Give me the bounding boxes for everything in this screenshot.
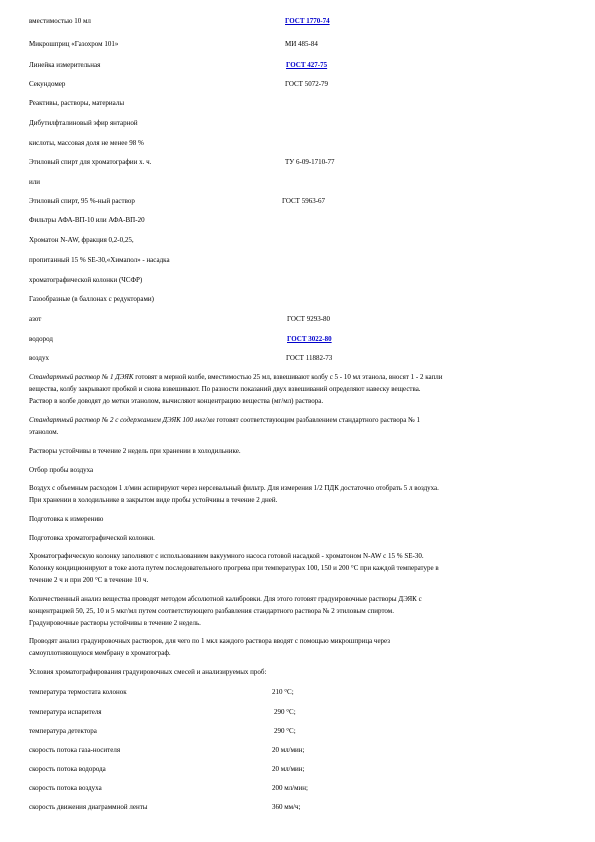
condition-name: скорость потока газа-носителя — [29, 746, 121, 754]
reagent-name: Этиловый спирт для хроматографии х. ч. — [29, 158, 152, 166]
gas-ref: ГОСТ 9293-80 — [287, 315, 331, 323]
calibration-line: Количественный анализ вещества проводят методом абсолютной калибровки. Для этого готовят градуировочные растворы ДЭЯК с — [29, 595, 422, 603]
std1-text: готовят в мерной колбе, вместимостью 25 мл, взвешивают колбу с 5 - 10 мл этанола, вносят 1 - 2 капли — [133, 373, 443, 381]
gas-ref: ГОСТ 11882-73 — [286, 354, 333, 362]
instrument-name: Секундомер — [29, 80, 66, 88]
instrument-ref: МИ 485-84 — [285, 40, 318, 48]
std1-paragraph-line — [29, 373, 443, 382]
gas-name: азот — [29, 315, 42, 323]
instrument-ref: ГОСТ 5072-79 — [285, 80, 329, 88]
instrument-name: Линейка измерительная — [29, 61, 101, 69]
condition-name: температура термостата колонок — [29, 688, 127, 696]
std1-paragraph-line: Раствор в колбе доводят до метки этанолом, вычисляют концентрацию вещества (мг/мл) раствора. — [29, 397, 324, 405]
calibration-line: Градуировочные растворы устойчивы в течение 2 недель. — [29, 619, 201, 627]
column-line: Хроматографическую колонку заполняют с использованием вакуумного насоса готовой насадкой - хроматоном N-AW с 15 % SE-30. — [29, 552, 424, 560]
filters-line: Фильтры АФА-ВП-10 или АФА-ВП-20 — [29, 216, 145, 224]
gost-link[interactable]: ГОСТ 1770-74 — [285, 17, 330, 25]
analysis-line: самоуплотняющуюся мембрану в хроматограф. — [29, 649, 171, 657]
reagent-name: или — [29, 178, 40, 186]
reagent-line: Дибутилфталиновый эфир янтарной — [29, 119, 138, 127]
gost-link[interactable]: ГОСТ 3022-80 — [287, 335, 332, 343]
std2-paragraph-line — [29, 416, 420, 425]
std2-text: готовят соответствующим разбавлением стандартного раствора № 1 — [214, 416, 421, 424]
chromaton-line: пропитанный 15 % SE-30,«Химапол» - насадка — [29, 256, 170, 264]
std2-term: Стандартный раствор № 2 с содержанием ДЭЯК 100 мкг/мл — [29, 416, 215, 424]
condition-name: скорость потока водорода — [29, 765, 106, 773]
chromaton-line: хроматографической колонки (ЧСФР) — [29, 276, 143, 284]
gost-link[interactable]: ГОСТ 427-75 — [286, 61, 328, 69]
condition-value: 20 мл/мин; — [272, 746, 305, 754]
instrument-name: вместимостью 10 мл — [29, 17, 91, 25]
conditions-heading: Условия хроматографирования градуировочных смесей и анализируемых проб: — [29, 668, 267, 676]
reagent-line: кислоты, массовая доля не менее 98 % — [29, 139, 144, 147]
analysis-line: Проводят анализ градуировочных растворов, для чего по 1 мкл каждого раствора вводят с помощью микрошприца через — [29, 637, 391, 645]
condition-value: 360 мм/ч; — [272, 803, 301, 811]
reagents-heading: Реактивы, растворы, материалы — [29, 99, 125, 107]
prep-heading: Подготовка к измерению — [29, 515, 104, 523]
reagent-ref: ТУ 6-09-1710-77 — [285, 158, 335, 166]
condition-name: температура детектора — [29, 727, 97, 735]
instrument-name: Микрошприц «Газохром 101» — [29, 40, 119, 48]
chromaton-line: Хроматон N-AW, фракция 0,2-0,25, — [29, 236, 134, 244]
condition-name: температура испарителя — [29, 708, 102, 716]
gas-name: водород — [29, 335, 53, 343]
condition-value: 290 °С; — [274, 708, 296, 716]
column-line: Колонку кондиционируют в токе азота путем последовательного прогрева при температурах 100, 150 и 200 °С при каждой температуре в — [29, 564, 439, 572]
std1-paragraph-line: вещества, колбу закрывают пробкой и снова взвешивают. По разности показаний двух взвешиваний определяют навеску вещества. — [29, 385, 421, 393]
condition-value: 20 мл/мин; — [272, 765, 305, 773]
reagent-name: Этиловый спирт, 95 %-ный раствор — [29, 197, 135, 205]
column-line: течение 2 ч и при 200 °С в течение 10 ч. — [29, 576, 149, 584]
condition-value: 200 мл/мин; — [272, 784, 308, 792]
condition-name: скорость потока воздуха — [29, 784, 102, 792]
sampling-line: При хранении в холодильнике в закрытом виде пробы устойчивы в течение 2 дней. — [29, 496, 278, 504]
sampling-line: Воздух с объемным расходом 1 л/мин аспирируют через нерсевальный фильтр. Для измерения 1/2 ПДК достаточно отобрать 5 л воздуха. — [29, 484, 439, 492]
stability-note: Растворы устойчивы в течение 2 недель при хранении в холодильнике. — [29, 447, 241, 455]
std2-paragraph-line: этанолом. — [29, 428, 59, 436]
reagent-ref: ГОСТ 5963-67 — [282, 197, 326, 205]
condition-value: 210 °С; — [272, 688, 294, 696]
column-heading: Подготовка хроматографической колонки. — [29, 534, 155, 542]
gas-name: воздух — [29, 354, 49, 362]
condition-value: 290 °С; — [274, 727, 296, 735]
sampling-heading: Отбор пробы воздуха — [29, 466, 94, 474]
calibration-line: концентрацией 50, 25, 10 и 5 мкг/мл путем соответствующего разбавления стандартного раствора № 2 этиловым спиртом. — [29, 607, 394, 615]
gases-heading: Газообразные (в баллонах с редукторами) — [29, 295, 154, 303]
std1-term: Стандартный раствор № 1 ДЭЯК — [29, 373, 134, 381]
condition-name: скорость движения диаграммной ленты — [29, 803, 148, 811]
